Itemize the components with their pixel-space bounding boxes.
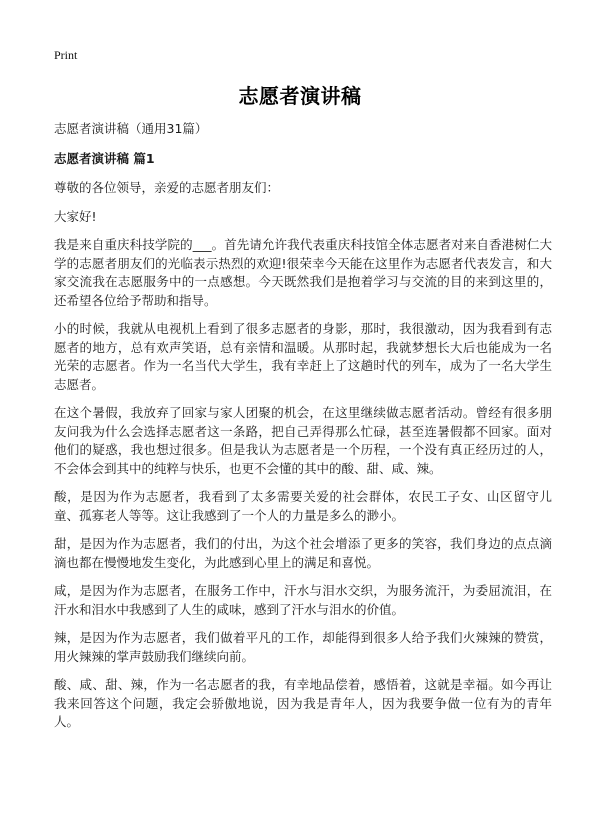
paragraph: 咸，是因为作为志愿者，在服务工作中，汗水与泪水交织，为服务流汗，为委屈流泪，在汗水和泪水中我感到了人生的咸味，感到了汗水与泪水的价值。 (54, 583, 552, 617)
paragraph: 酸，是因为作为志愿者，我看到了太多需要关爱的社会群体，农民工子女、山区留守儿童、孤寡老人等等。这让我感到了一个人的力量是多么的渺小。 (54, 489, 552, 523)
document-subtitle: 志愿者演讲稿（通用31篇） (54, 121, 208, 136)
paragraph: 在这个暑假，我放弃了回家与家人团聚的机会，在这里继续做志愿者活动。曾经有很多朋友问我为什么会选择志愿者这一条路，把自己弄得那么忙碌，甚至连暑假都不回家。面对他们的疑惑，我也想过很多。但是我认为志愿者是一个历程，一个没有真正经历过的人，不会体会到其中的纯粹与快乐，也更不会懂的其中的酸、甜、咸、辣。 (54, 405, 552, 476)
paragraph: 大家好! (54, 208, 97, 224)
paragraph: 尊敬的各位领导，亲爱的志愿者朋友们： (54, 180, 280, 195)
paragraph: 甜，是因为作为志愿者，我们的付出，为这个社会增添了更多的笑容，我们身边的点点滴滴也都在慢慢地发生变化，为此感到心里上的满足和喜悦。 (54, 536, 552, 570)
paragraph: 酸、咸、甜、辣，作为一名志愿者的我，有幸地品偿着，感悟着，这就是幸福。如今再让我来回答这个问题，我定会骄傲地说，因为我是青年人，因为我要争做一位有为的青年人。 (54, 677, 552, 729)
section-heading: 志愿者演讲稿 篇1 (54, 151, 155, 166)
paragraph: 辣，是因为作为志愿者，我们做着平凡的工作，却能得到很多人给予我们火辣辣的赞赏，用火辣辣的掌声鼓励我们继续向前。 (54, 630, 552, 664)
paragraph: 小的时候，我就从电视机上看到了很多志愿者的身影，那时，我很激动，因为我看到有志愿者的地方，总有欢声笑语，总有亲情和温暖。从那时起，我就梦想长大后也能成为一名光荣的志愿者。作为一名当代大学生，我有幸赶上了这趟时代的列车，成为了一名大学生志愿者。 (54, 321, 552, 392)
print-link[interactable]: Print (54, 48, 78, 62)
document-title: 志愿者演讲稿 (238, 84, 362, 108)
paragraph: 我是来自重庆科技学院的___。首先请允许我代表重庆科技馆全体志愿者对来自香港树仁大学的志愿者朋友们的光临表示热烈的欢迎!很荣幸今天能在这里作为志愿者代表发言，和大家交流我在志愿服务中的一点感想。今天既然我们是抱着学习与交流的目的来到这里的，还希望各位给予帮助和指导。 (54, 237, 552, 308)
document-body (54, 120, 552, 742)
